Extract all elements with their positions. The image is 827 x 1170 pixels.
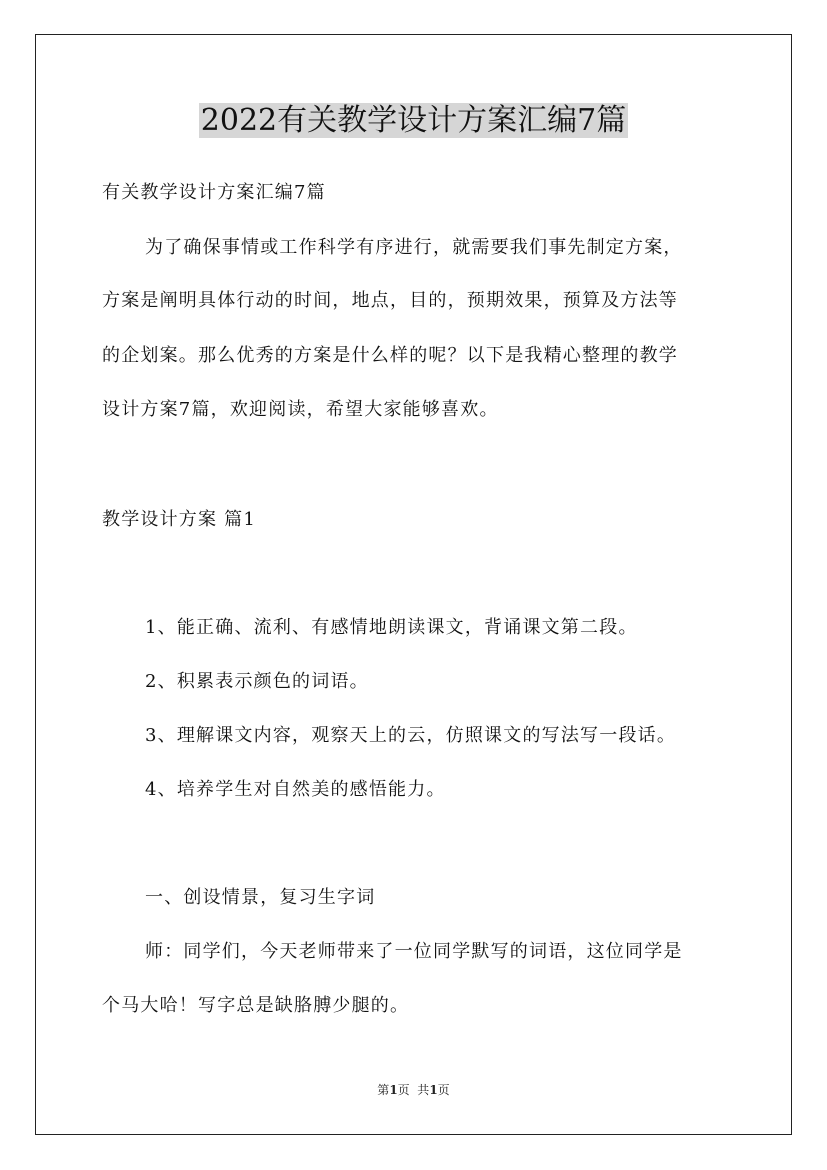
footer-mid: 页 共 (397, 1083, 430, 1097)
intro-line-1: 为了确保事情或工作科学有序进行，就需要我们事先制定方案， (145, 237, 683, 258)
objective-item-2: 2、积累表示颜色的词语。 (145, 671, 369, 692)
footer-page-total: 1 (429, 1083, 438, 1097)
intro-line-4: 设计方案7篇，欢迎阅读，希望大家能够喜欢。 (102, 399, 499, 420)
objective-item-3: 3、理解课文内容，观察天上的云，仿照课文的写法写一段话。 (145, 725, 677, 746)
document-subtitle: 有关教学设计方案汇编7篇 (102, 182, 326, 203)
intro-line-3: 的企划案。那么优秀的方案是什么样的呢？以下是我精心整理的教学 (102, 345, 678, 366)
intro-line-2: 方案是阐明具体行动的时间，地点，目的，预期效果，预算及方法等 (102, 290, 678, 311)
page-footer (0, 1082, 827, 1098)
objective-item-4: 4、培养学生对自然美的感悟能力。 (145, 779, 446, 800)
step-heading: 一、创设情景，复习生字词 (145, 887, 376, 908)
objective-item-1: 1、能正确、流利、有感情地朗读课文，背诵课文第二段。 (145, 617, 638, 638)
footer-suffix: 页 (437, 1083, 450, 1097)
document-title-text: 2022有关教学设计方案汇编7篇 (200, 103, 627, 138)
teacher-line-2: 个马大哈！写字总是缺胳膊少腿的。 (102, 995, 410, 1016)
teacher-line-1: 师：同学们，今天老师带来了一位同学默写的词语，这位同学是 (145, 941, 683, 962)
document-title (0, 100, 827, 142)
footer-page-current: 1 (389, 1083, 398, 1097)
footer-prefix: 第 (377, 1083, 390, 1097)
section-heading: 教学设计方案 篇1 (102, 509, 256, 530)
